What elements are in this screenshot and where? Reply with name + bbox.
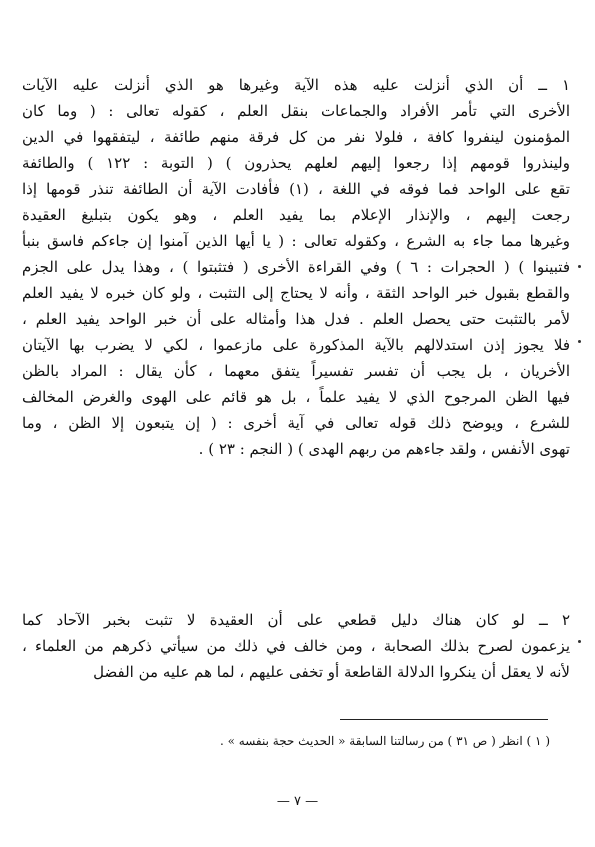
paragraph-1 [22,72,570,462]
text-line: للشرع ، ويوضح ذلك قوله تعالى في آية أخرى : ( إن يتبعون إلا الظن ، وما [22,414,570,432]
margin-dot [578,340,581,343]
text-line: فلا يجوز إذن استدلالهم بالآية المذكورة على مازعموا ، لكي لا يضرب بها الآيتان [22,336,570,354]
footnote-divider [340,719,548,720]
text-line: المؤمنون لينفروا كافة ، فلولا نفر من كل فرقة منهم طائفة ، ليتفقهوا في الدين [22,128,570,146]
text-line: الأخريان ، بل يجب أن تفسر تفسيراً يتفق معهما ، كأن يقال : المراد بالظن [22,362,570,380]
margin-dot [578,265,581,268]
text-line: والقطع بقبول خبر الواحد الثقة ، وأنه لا يحتاج إلى التثبت ، ولو كان خبره لا يفيد العلم [22,284,570,302]
text-line: تقع على الواحد فما فوقه في اللغة ، (١) فأفادت الآية أن الطائفة تنذر قومها إذا [22,180,570,198]
text-line: رجعت إليهم ، والإنذار الإعلام بما يفيد العلم ، وهو يكون بتبليغ العقيدة [22,206,570,224]
footnote: ( ١ ) انظر ( ص ٣١ ) من رسالتنا السابقة « الحديث حجة بنفسه » . [219,734,550,748]
text-line: ولينذروا قومهم إذا رجعوا إليهم لعلهم يحذرون ) ( التوبة : ١٢٢ ) والطائفة [22,154,570,172]
text-line: فيها الظن المرجوح الذي لا يفيد علماً ، بل هو قائم على الهوى والغرض المخالف [22,388,570,406]
text-line: وغيرها مما جاء به الشرع ، وكقوله تعالى : ( يا أيها الذين آمنوا إن جاءكم فاسق بنبأ [22,232,570,250]
text-line: ٢ ــ لو كان هناك دليل قطعي على أن العقيدة لا تثبت بخبر الآحاد كما [22,611,570,629]
text-line: يزعمون لصرح بذلك الصحابة ، ومن خالف في ذلك من سيأتي ذكرهم من العلماء ، [22,637,570,655]
page-number: — ٧ — [276,794,319,809]
text-line: تهوى الأنفس ، ولقد جاءهم من ربهم الهدى ) ( النجم : ٢٣ ) . [198,440,570,458]
text-line: لأنه لا يعقل أن ينكروا الدلالة القاطعة أو تخفى عليهم ، لما هم عليه من الفضل [93,663,570,681]
text-line: فتبينوا ) ( الحجرات : ٦ ) وفي القراءة الأخرى ( فتثبتوا ) ، وهذا يدل على الجزم [22,258,570,276]
margin-dot [578,640,581,643]
text-line: لأمر بالتثبت حتى يحصل العلم . فدل هذا وأمثاله على أن خبر الواحد يفيد العلم ، [22,310,570,328]
paragraph-2 [22,607,570,685]
text-line: ١ ــ أن الذي أنزلت عليه هذه الآية وغيرها هو الذي أنزلت عليه الآيات [22,76,570,94]
text-line: الأخرى التي تأمر الأفراد والجماعات بنقل العلم ، كقوله تعالى : ( وما كان [22,102,570,120]
